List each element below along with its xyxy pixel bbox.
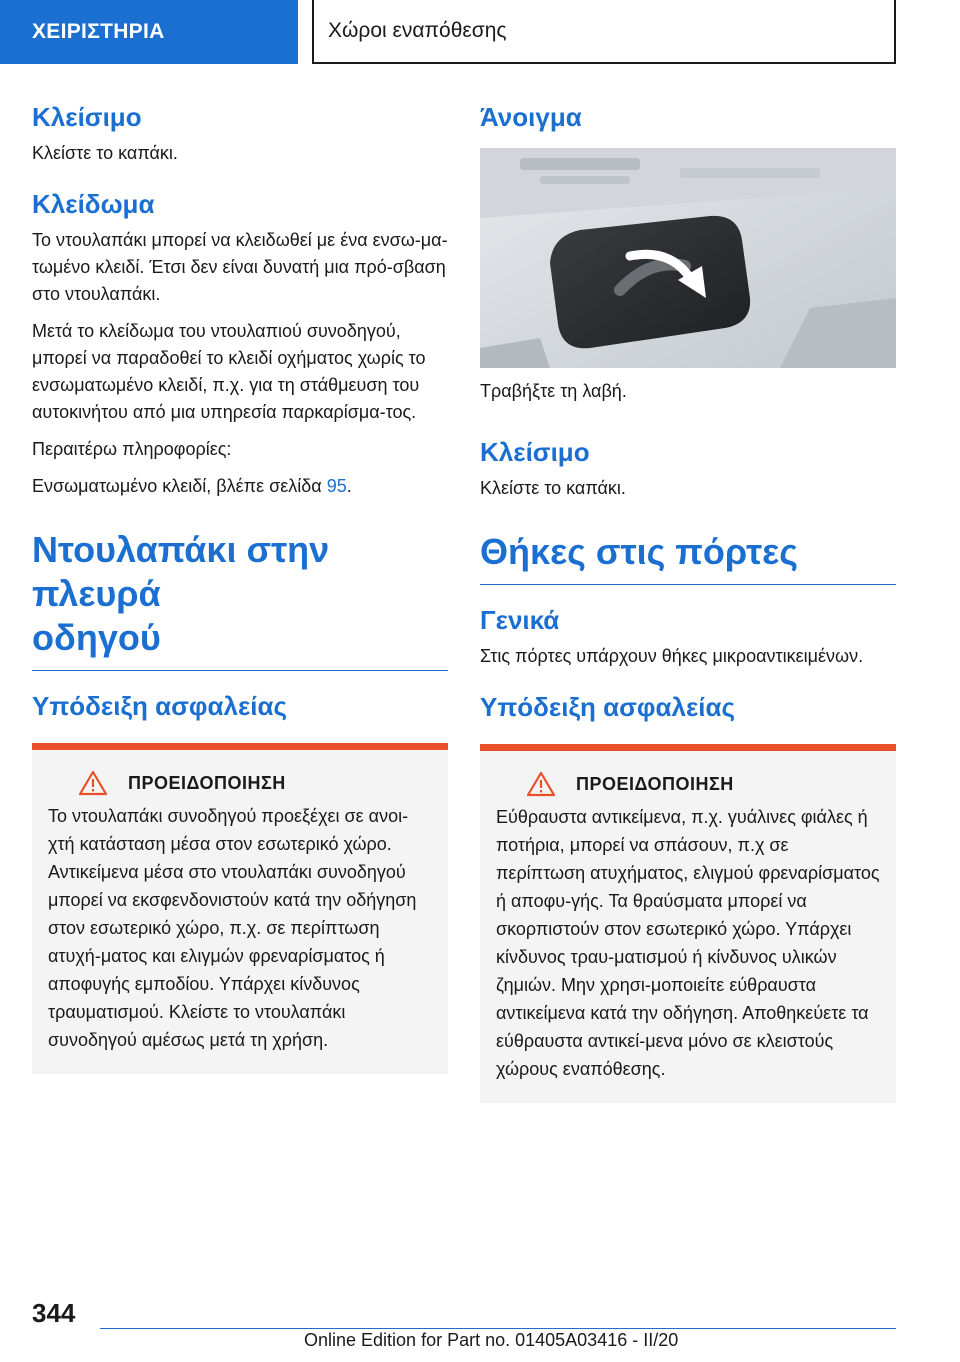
locking-heading: Κλείδωμα	[32, 189, 155, 219]
safety-heading: Υπόδειξη ασφαλείας	[32, 691, 288, 721]
edition-text: Online Edition for Part no. 01405A03416 - II/20	[304, 1330, 679, 1350]
locking-paragraph-2: Μετά το κλείδωμα του ντουλαπιού συνοδηγού, μπορεί να παραδοθεί το κλειδί οχήματος χωρίς το ενσωματωμένο κλειδί, π.χ. για τη στάθμευση του αυτοκινήτου από μια υπηρεσία παρκαρίσμα-τος.	[32, 321, 426, 422]
locking-paragraph-1: Το ντουλαπάκι μπορεί να κλειδωθεί με ένα ενσω-ματωμένο κλειδί. Έτσι δεν είναι δυνατή μια πρό-σβαση στο ντουλαπάκι.	[32, 230, 448, 304]
reference-text: Ενσωματωμένο κλειδί, βλέπε σελίδα	[32, 476, 322, 496]
chapter-header	[312, 0, 896, 64]
right-warning-text: Εύθραυστα αντικείμενα, π.χ. γυάλινες φιάλες ή ποτήρια, μπορεί να σπάσουν, π.χ σε περίπτωση ατυχήματος, ελιγμού φρεναρίσματος ή αποφυ-γής. Τα θραύσματα μπορεί να σκορπιστούν στον εσωτερικό χώρο. Υπάρχει κίνδυνος τραυ-ματισμού ή κίνδυνος υλικών ζημιών. Μην χρησι-μοποιείτε εύθραυστα αντικείμενα κατά την οδήγηση. Αποθηκεύετε τα εύθραυστα αντικεί-μενα μόνο σε κλειστούς χώρους εναπόθεσης.	[496, 807, 880, 1079]
warning-text: Το ντουλαπάκι συνοδηγού προεξέχει σε ανοι-χτή κατάσταση μέσα στον εσωτερικό χώρο. Αντικείμενα μέσα στο ντουλαπάκι συνοδηγού μπορεί να εκσφενδονιστούν κατά την οδήγηση στον εσωτερικό χώρο, π.χ. σε περίπτωση ατυχή-ματος και ελιγμών φρεναρίσματος ή αποφυγής εμποδίου. Υπάρχει κίνδυνος τραυματισμού. Κλείστε το ντουλαπάκι συνοδηγού αμέσως μετά τη χρήση.	[48, 806, 417, 1050]
glovebox-section-header	[32, 528, 448, 671]
glovebox-heading-line-2: οδηγού	[32, 617, 161, 658]
more-info-label: Περαιτέρω πληροφορίες:	[32, 439, 232, 459]
general-heading: Γενικά	[480, 605, 560, 635]
opening-heading: Άνοιγμα	[480, 102, 582, 132]
right-warning-title: ΠΡΟΕΙΔΟΠΟΙΗΣΗ	[576, 773, 734, 794]
photo-caption: Τραβήξτε τη λαβή.	[480, 381, 627, 401]
reference-page-link[interactable]: 95	[326, 476, 347, 496]
right-column	[480, 100, 896, 1103]
chapter-label: Χώροι εναπόθεσης	[328, 19, 507, 42]
closing-heading: Κλείσιμο	[32, 102, 142, 132]
door-pockets-section-header	[480, 530, 896, 585]
glovebox-heading-line-1: Ντουλαπάκι στην πλευρά	[32, 529, 330, 614]
warning-header	[48, 770, 432, 796]
right-safety-heading: Υπόδειξη ασφαλείας	[480, 692, 736, 722]
footer-divider	[100, 1328, 896, 1329]
photo-illustration	[480, 148, 896, 368]
right-warning-box	[480, 744, 896, 1103]
warning-box	[32, 743, 448, 1074]
reference-line	[32, 473, 448, 500]
right-closing-text: Κλείστε το καπάκι.	[480, 478, 626, 498]
warning-title: ΠΡΟΕΙΔΟΠΟΙΗΣΗ	[128, 772, 286, 793]
warning-triangle-icon	[526, 771, 556, 797]
general-text: Στις πόρτες υπάρχουν θήκες μικροαντικειμένων.	[480, 646, 864, 666]
closing-text: Κλείστε το καπάκι.	[32, 143, 178, 163]
right-warning-header	[496, 771, 880, 797]
reference-end: .	[346, 476, 352, 496]
section-label: ΧΕΙΡΙΣΤΗΡΙΑ	[32, 20, 165, 43]
left-column	[32, 100, 448, 1074]
right-closing-heading: Κλείσιμο	[480, 437, 590, 467]
door-pockets-heading: Θήκες στις πόρτες	[480, 531, 798, 572]
section-tab	[0, 0, 298, 64]
page-number: 344	[32, 1298, 76, 1328]
glovebox-handle-photo	[480, 148, 896, 368]
warning-triangle-icon	[78, 770, 108, 796]
